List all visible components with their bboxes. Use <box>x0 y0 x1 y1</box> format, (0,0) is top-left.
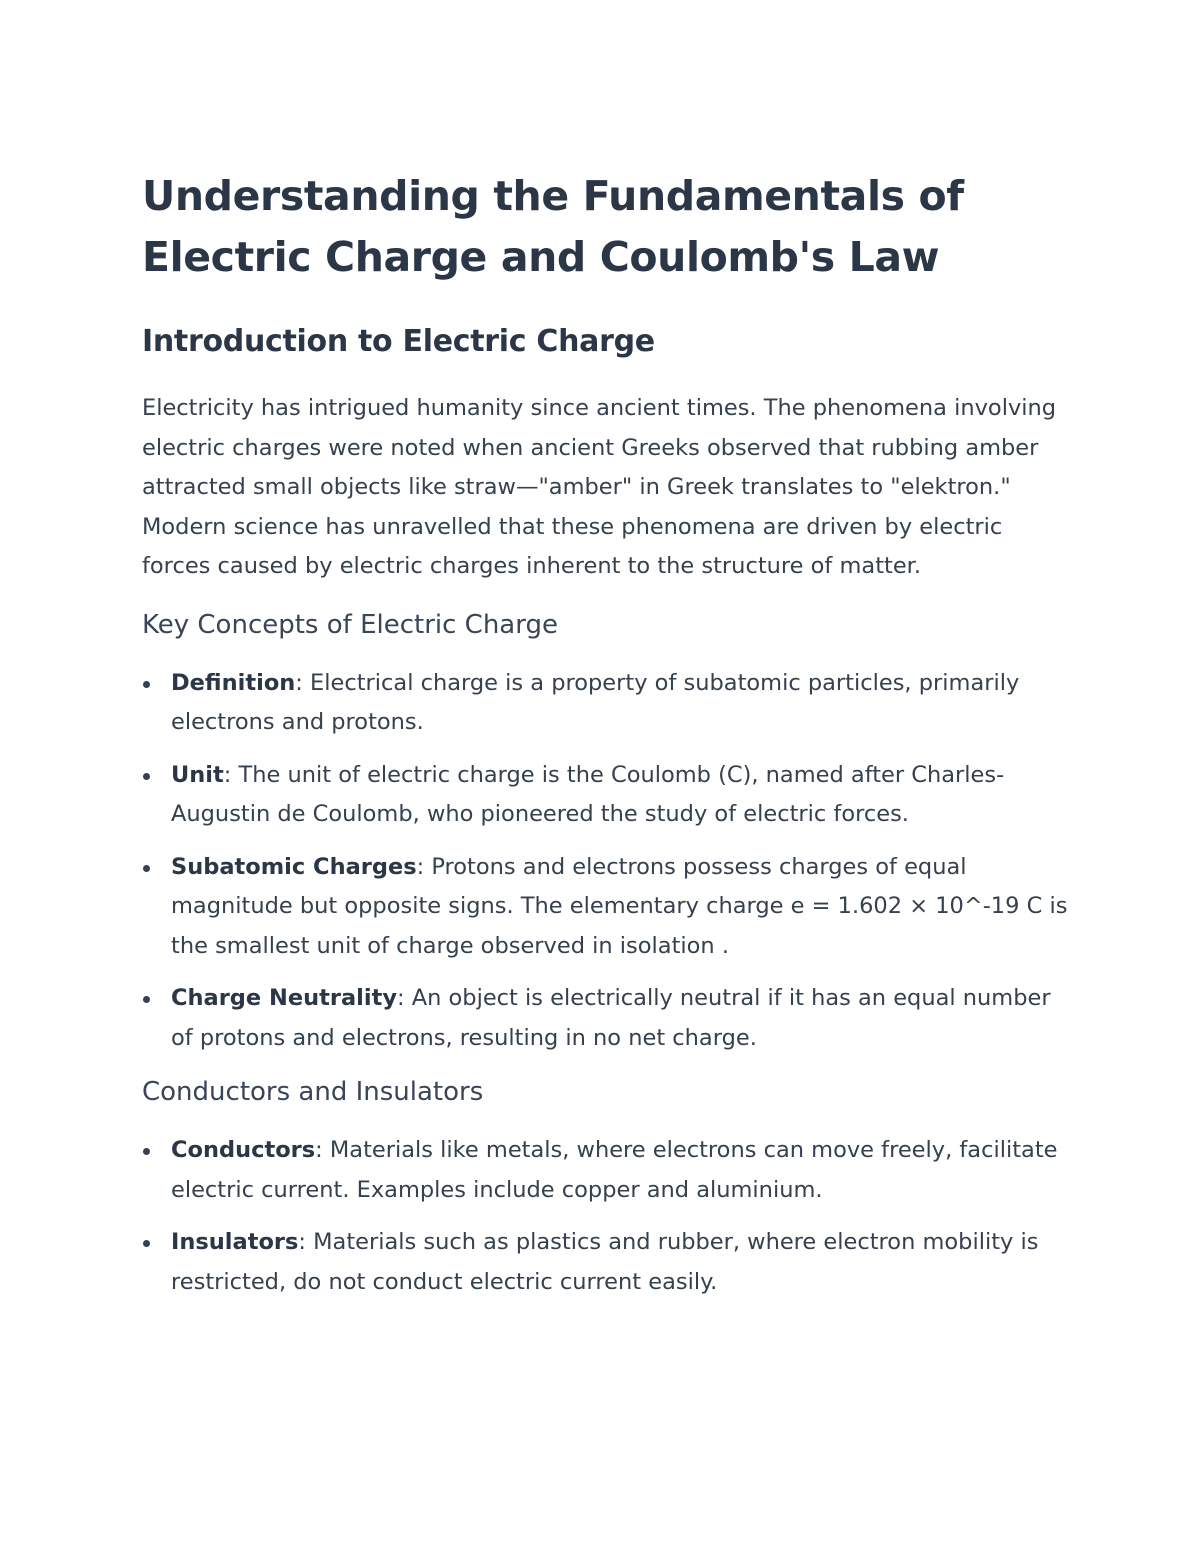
list-item <box>142 664 1072 743</box>
key-concepts-heading: Key Concepts of Electric Charge <box>142 609 558 640</box>
list-item-text: : The unit of electric charge is the Coulomb (C), named after Charles-Augustin de Coulomb, who pioneered the study of electric forces. <box>171 761 1005 827</box>
list-item-term: Charge Neutrality <box>171 985 397 1011</box>
conductors-list <box>142 1131 1072 1302</box>
list-item-text: : Protons and electrons possess charges of equal magnitude but opposite signs. The elementary charge e = 1.602 × 10^-19 C is the smallest unit of charge observed in isolation . <box>171 853 1068 959</box>
list-item-term: Unit <box>171 761 224 788</box>
list-item <box>142 756 1072 835</box>
list-item-text: : Materials such as plastics and rubber, where electron mobility is restricted, do not conduct electric current easily. <box>171 1229 1039 1295</box>
bullet-icon <box>143 1240 150 1247</box>
list-item-text: : Electrical charge is a property of subatomic particles, primarily electrons and protons. <box>171 669 1020 735</box>
document-page <box>142 166 1072 1318</box>
document-title <box>142 166 1072 288</box>
title-line-2: Electric Charge and Coulomb's Law <box>142 233 940 281</box>
list-item <box>142 1223 1072 1302</box>
bullet-icon <box>143 865 150 872</box>
list-item <box>142 848 1072 967</box>
intro-heading: Introduction to Electric Charge <box>142 324 655 359</box>
list-item-text: : An object is electrically neutral if it has an equal number of protons and electrons, resulting in no net charge. <box>171 985 1051 1051</box>
bullet-icon <box>143 996 150 1003</box>
bullet-icon <box>143 773 150 780</box>
title-line-1: Understanding the Fundamentals of <box>142 172 964 220</box>
list-item-term: Definition <box>171 669 296 696</box>
list-item <box>142 979 1072 1058</box>
list-item <box>142 1131 1072 1210</box>
intro-paragraph: Electricity has intrigued humanity since ancient times. The phenomena involving electric charges were noted when ancient Greeks observed that rubbing amber attracted small objects like straw—"amber" in Greek translates to "elektron." Modern science has unravelled that these phenomena are driven by electric forces caused by electric charges inherent to the structure of matter. <box>142 395 1057 579</box>
conductors-heading: Conductors and Insulators <box>142 1077 484 1107</box>
key-concepts-list <box>142 664 1072 1059</box>
list-item-text: : Materials like metals, where electrons can move freely, facilitate electric current. Examples include copper and aluminium. <box>171 1137 1058 1203</box>
bullet-icon <box>143 1148 150 1155</box>
bullet-icon <box>143 681 150 688</box>
list-item-term: Conductors <box>171 1137 316 1163</box>
list-item-term: Insulators <box>171 1229 299 1255</box>
list-item-term: Subatomic Charges <box>171 853 417 880</box>
